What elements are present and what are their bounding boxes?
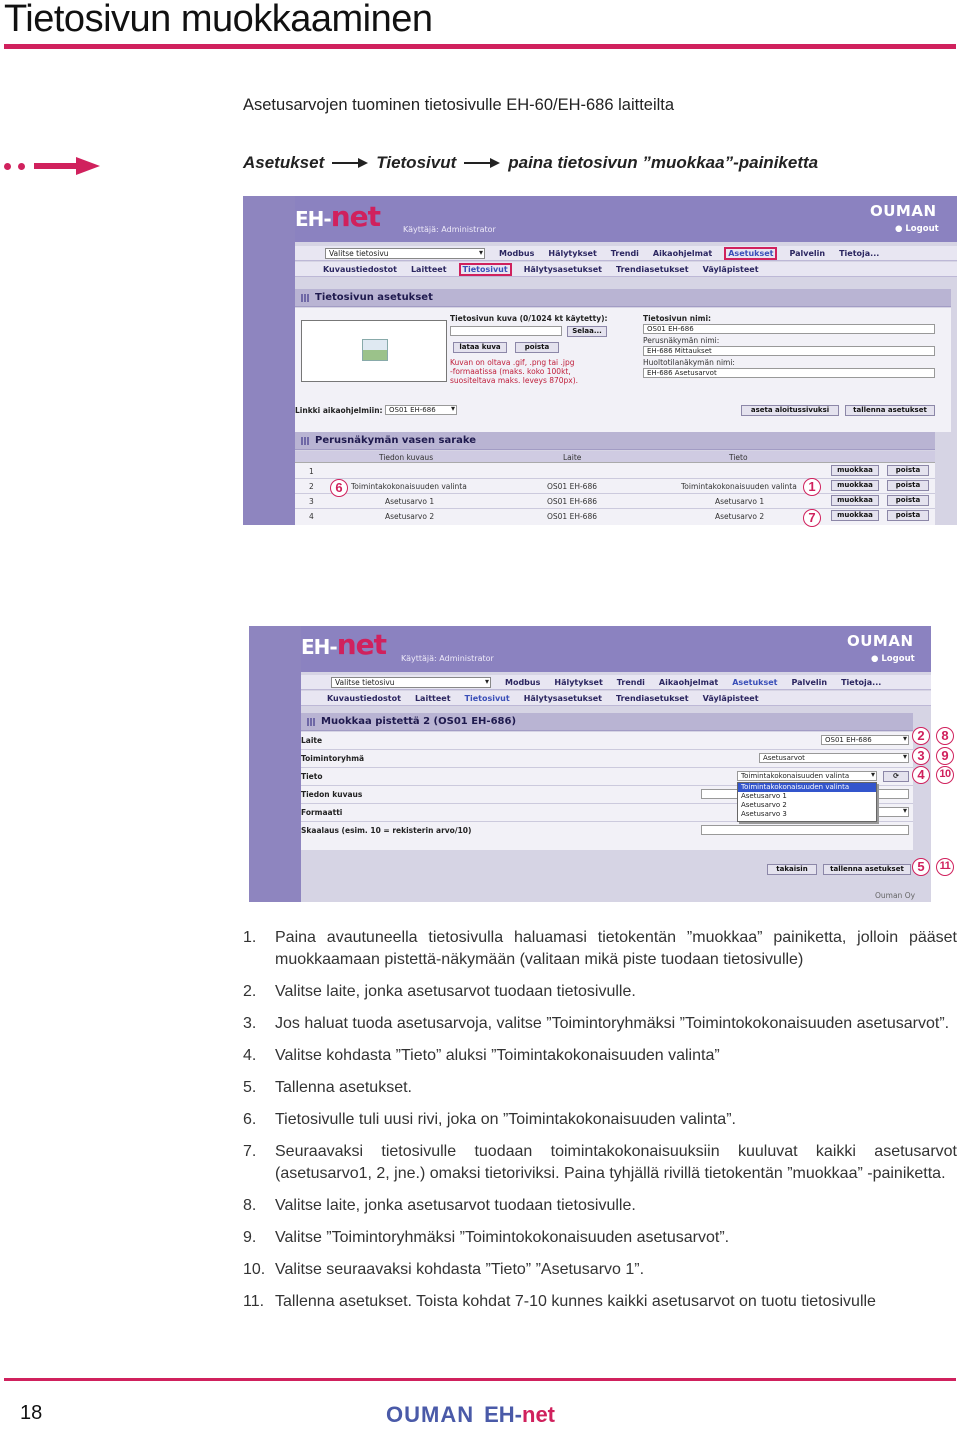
logout-link[interactable]: ● Logout [895, 224, 939, 234]
page-name-label: Tietosivun nimi: [643, 314, 712, 323]
callout-marker: 4 [912, 766, 930, 784]
set-start-page-button[interactable]: aseta aloitussivuksi [741, 405, 839, 416]
list-item: 5. Tallenna asetukset. [243, 1079, 412, 1096]
column-header-desc: Tiedon kuvaus [379, 453, 434, 462]
column-header-device: Laite [563, 453, 582, 462]
sub-menu [295, 262, 957, 277]
menu-asetukset[interactable]: Asetukset [728, 248, 774, 258]
submenu-kuvaustiedostot[interactable]: Kuvaustiedostot [323, 264, 397, 274]
menu-palvelin[interactable]: Palvelin [791, 677, 828, 687]
dropdown-option[interactable]: Asetusarvo 2 [741, 801, 787, 809]
list-item: 9. Valitse ”Toimintoryhmäksi ”Toimintokokonaisuuden asetusarvot”. [243, 1229, 730, 1246]
menu-aikaohjelmat[interactable]: Aikaohjelmat [658, 677, 719, 687]
list-item: 8. Valitse laite, jonka asetusarvot tuodaan tietosivulle. [243, 1197, 636, 1214]
submenu-tietosivut[interactable]: Tietosivut [464, 693, 510, 703]
link-label: Linkki aikaohjelmiin: [295, 406, 383, 415]
label-laite: Laite [301, 736, 323, 745]
scaling-input[interactable] [701, 825, 909, 835]
logout-link[interactable]: ● Logout [871, 654, 915, 664]
row-number: 4 [309, 512, 314, 521]
divider [295, 508, 935, 509]
callout-marker: 8 [936, 727, 954, 745]
image-placeholder-icon [362, 339, 388, 361]
list-item: 1. Paina avautuneella tietosivulla haluamasi tietokentän ”muokkaa” painiketta, jolloin pääset muokkaamaan pistettä-näkymään (valitaan mikä piste tuodaan tietosivulle) [243, 929, 957, 968]
row-desc: Toimintakokonaisuuden valinta [351, 482, 467, 491]
image-label: Tietosivun kuva (0/1024 kt käytetty): [450, 314, 608, 323]
label-toimintoryhma: Toimintoryhmä [301, 754, 365, 763]
arrow-right-icon [464, 158, 500, 168]
dropdown-option[interactable]: Asetusarvo 1 [741, 792, 787, 800]
settings-panel [295, 308, 951, 432]
callout-marker: 9 [936, 747, 954, 765]
delete-image-button[interactable]: poista [515, 342, 559, 353]
edit-point-form [301, 732, 913, 850]
menu-tietoja[interactable]: Tietoja... [841, 677, 882, 687]
menu-aikaohjelmat[interactable]: Aikaohjelmat [652, 248, 713, 258]
main-menu [295, 246, 957, 261]
edit-row-button[interactable]: muokkaa [831, 465, 879, 476]
item-dropdown-list [737, 782, 877, 822]
section-header-left-column: Perusnäkymän vasen sarake [295, 432, 935, 450]
left-column-table [295, 451, 935, 525]
left-view-input[interactable]: EH-686 Mittaukset [643, 346, 935, 356]
submenu-halytysasetukset[interactable]: Hälytysasetukset [523, 264, 602, 274]
footer-logo: OUMAN EH-net [386, 1402, 555, 1427]
eh-net-logo: EH-net [295, 200, 381, 233]
list-item: 4. Valitse kohdasta ”Tieto” aluksi ”Toimintakokonaisuuden valinta” [243, 1047, 720, 1064]
submenu-tietosivut[interactable]: Tietosivut [462, 264, 508, 274]
refresh-icon[interactable]: ⟳ [883, 771, 909, 782]
app-header [295, 196, 957, 242]
menu-trendi[interactable]: Trendi [616, 677, 645, 687]
submenu-vaylapisteet[interactable]: Väyläpisteet [702, 264, 759, 274]
edit-row-button[interactable]: muokkaa [831, 510, 879, 521]
section-header-tietosivun-asetukset: Tietosivun asetukset [295, 289, 951, 307]
row-item: Asetusarvo 1 [715, 497, 765, 506]
item-select[interactable]: Toimintakokonaisuuden valinta ▾ [737, 771, 877, 781]
menu-modbus[interactable]: Modbus [499, 248, 535, 258]
footer-rule [4, 1378, 956, 1381]
image-preview [301, 320, 447, 382]
dropdown-option[interactable]: Asetusarvo 3 [741, 810, 787, 818]
delete-row-button[interactable]: poista [887, 480, 929, 491]
navigation-path [243, 153, 818, 173]
side-strip [243, 196, 295, 525]
submenu-laitteet[interactable]: Laitteet [410, 264, 447, 274]
label-tieto: Tieto [301, 772, 323, 781]
nav-step-tietosivut: Tietosivut [376, 153, 457, 172]
bullet-dot [18, 163, 25, 170]
submenu-halytysasetukset[interactable]: Hälytysasetukset [523, 693, 602, 703]
list-item: 6. Tietosivulle tuli uusi rivi, joka on ”Toimintakokonaisuuden valinta”. [243, 1111, 736, 1128]
subtitle: Asetusarvojen tuominen tietosivulle EH-60/EH-686 laitteilta [243, 96, 675, 114]
bullet-dot [4, 163, 11, 170]
footer-brand: Ouman Oy [875, 891, 916, 900]
right-view-input[interactable]: EH-686 Asetusarvot [643, 368, 935, 378]
page-number: 18 [20, 1402, 43, 1424]
callout-marker: 2 [912, 727, 930, 745]
page-title: Tietosivun muokkaaminen [4, 0, 433, 40]
sub-menu [301, 691, 931, 706]
menu-palvelin[interactable]: Palvelin [789, 248, 826, 258]
menu-modbus[interactable]: Modbus [505, 677, 541, 687]
left-view-label: Perusnäkymän nimi: [643, 336, 720, 345]
arrow-right-icon [34, 157, 100, 175]
menu-trendi[interactable]: Trendi [610, 248, 639, 258]
nav-step-asetukset: Asetukset [243, 153, 325, 172]
save-settings-button[interactable]: tallenna asetukset [845, 405, 935, 416]
divider [295, 478, 935, 479]
image-file-input[interactable] [450, 326, 562, 336]
submenu-trendiasetukset[interactable]: Trendiasetukset [616, 264, 689, 274]
delete-row-button[interactable]: poista [887, 510, 929, 521]
list-item: 3. Jos haluat tuoda asetusarvoja, valitse ”Toimintoryhmäksi ”Toimintokokonaisuuden asetusarvot”. [243, 1015, 950, 1032]
label-tiedon-kuvaus: Tiedon kuvaus [301, 790, 363, 799]
label-formaatti: Formaatti [301, 808, 343, 817]
menu-asetukset[interactable]: Asetukset [732, 677, 778, 687]
title-rule [4, 44, 956, 49]
side-strip [249, 626, 301, 902]
row-desc: Asetusarvo 1 [385, 497, 435, 506]
screenshot-muokkaa-pistetta [249, 626, 931, 902]
image-note: Kuvan on oltava .gif, .png tai .jpg [450, 358, 575, 367]
divider [301, 767, 913, 768]
row-desc: Asetusarvo 2 [385, 512, 435, 521]
row-number: 2 [309, 482, 314, 491]
upload-image-button[interactable]: lataa kuva [453, 342, 507, 353]
section-header-muokkaa: Muokkaa pistettä 2 (OS01 EH-686) [301, 713, 913, 731]
row-device: OS01 EH-686 [547, 482, 597, 491]
row-number: 1 [309, 467, 314, 476]
browse-button[interactable]: Selaa... [567, 326, 607, 337]
user-label: Käyttäjä: Administrator [403, 225, 496, 234]
callout-marker: 10 [936, 766, 954, 784]
menu-halytykset[interactable]: Hälytykset [554, 677, 603, 687]
ouman-logo: OUMAN [847, 632, 914, 650]
list-item: 2. Valitse laite, jonka asetusarvot tuodaan tietosivulle. [243, 983, 636, 1000]
row-number: 3 [309, 497, 314, 506]
instruction-list [243, 927, 957, 1323]
page-select[interactable]: Valitse tietosivu ▾ [325, 248, 485, 259]
callout-marker: 3 [912, 747, 930, 765]
list-item: 11. Tallenna asetukset. Toista kohdat 7-10 kunnes kaikki asetusarvot on tuotu tietosivulle [243, 1293, 876, 1310]
main-menu [301, 675, 931, 690]
submenu-laitteet[interactable]: Laitteet [414, 693, 451, 703]
delete-row-button[interactable]: poista [887, 465, 929, 476]
divider [295, 493, 935, 494]
group-select[interactable]: Asetusarvot ▾ [759, 753, 909, 763]
row-device: OS01 EH-686 [547, 497, 597, 506]
submenu-trendiasetukset[interactable]: Trendiasetukset [616, 693, 689, 703]
list-item: 7. Seuraavaksi tietosivulle tuodaan toimintakokonaisuuksiin kuuluvat kaikki asetusarvot (asetusarvo1, 2, jne.) omaksi tietoriviksi. Paina tyhjällä rivillä tietokentän ”muokkaa” -painiketta. [243, 1143, 957, 1182]
edit-row-button[interactable]: muokkaa [831, 480, 879, 491]
column-header-item: Tieto [729, 453, 748, 462]
save-settings-button[interactable]: tallenna asetukset [823, 864, 911, 875]
device-select[interactable]: OS01 EH-686 ▾ [821, 735, 909, 745]
row-device: OS01 EH-686 [547, 512, 597, 521]
callout-marker: 1 [803, 478, 821, 496]
user-label: Käyttäjä: Administrator [401, 654, 494, 663]
eh-net-logo: EH-net [301, 628, 387, 661]
delete-row-button[interactable]: poista [887, 495, 929, 506]
label-skaalaus: Skaalaus (esim. 10 = rekisterin arvo/10) [301, 826, 472, 835]
callout-marker: 5 [912, 858, 930, 876]
screenshot-tietosivun-asetukset [243, 196, 957, 525]
row-item: Asetusarvo 2 [715, 512, 765, 521]
image-note: -formaatissa (maks. koko 100kt, [450, 367, 571, 376]
divider [301, 749, 913, 750]
callout-marker: 7 [803, 509, 821, 527]
page-select[interactable]: Valitse tietosivu ▾ [331, 677, 491, 688]
right-view-label: Huoltotilanäkymän nimi: [643, 358, 735, 367]
submenu-kuvaustiedostot[interactable]: Kuvaustiedostot [327, 693, 401, 703]
edit-row-button[interactable]: muokkaa [831, 495, 879, 506]
page-name-input[interactable]: OS01 EH-686 [643, 324, 935, 334]
callout-marker: 11 [936, 858, 954, 876]
callout-marker: 6 [330, 479, 348, 497]
dropdown-option[interactable]: Toimintakokonaisuuden valinta [738, 783, 876, 792]
ouman-logo: OUMAN [870, 202, 937, 220]
menu-halytykset[interactable]: Hälytykset [548, 248, 597, 258]
list-item: 10. Valitse seuraavaksi kohdasta ”Tieto” ”Asetusarvo 1”. [243, 1261, 645, 1278]
app-header [301, 626, 931, 672]
row-item: Toimintakokonaisuuden valinta [681, 482, 797, 491]
back-button[interactable]: takaisin [767, 864, 817, 875]
submenu-vaylapisteet[interactable]: Väyläpisteet [702, 693, 759, 703]
image-note: suositeltava maks. leveys 870px). [450, 376, 579, 385]
nav-step-muokkaa: paina tietosivun ”muokkaa”-painiketta [508, 153, 819, 172]
menu-tietoja[interactable]: Tietoja... [839, 248, 880, 258]
link-select[interactable]: OS01 EH-686 ▾ [385, 405, 457, 415]
arrow-right-icon [332, 158, 368, 168]
